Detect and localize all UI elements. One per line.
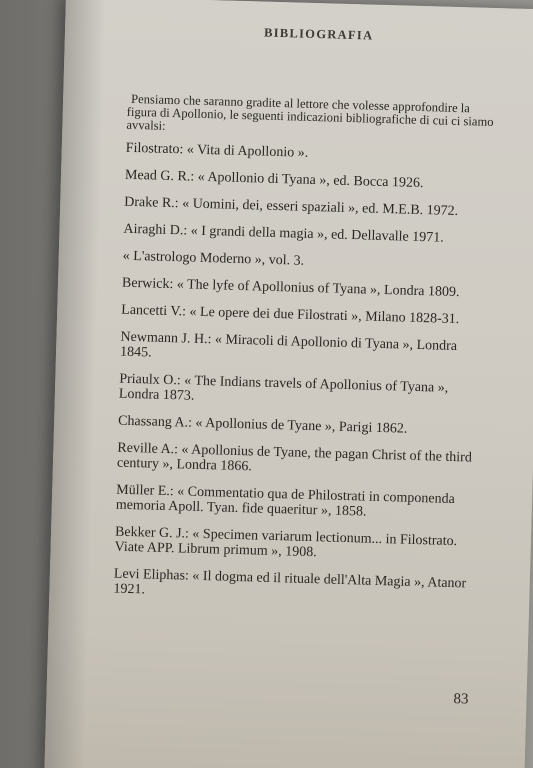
bibliography-entry: Filostrato: « Vita di Apollonio ». (125, 140, 309, 161)
bibliography-entry: Reville A.: « Apollonius de Tyane, the pagan Christ of the third century », Londra 1866. (116, 440, 473, 475)
bibliography-entry: Berwick: « The lyfe of Apollonius of Tyana », Londra 1809. (121, 275, 460, 301)
intro-paragraph: Pensiamo che saranno gradite al lettore che volesse approfondire la figura di Apollonio, le seguenti indicazioni bibliografiche di cui ci siamo avvalsi: (126, 91, 494, 133)
bibliography-entry: Newmann J. H.: « Miracoli di Apollonio di Tyana », Londra 1845. (119, 329, 458, 361)
bibliography-entry: Müller E.: « Commentatio qua de Philostrati in componenda memoria Apoll. Tyan. fide quaeritur », 1858. (115, 482, 455, 520)
bibliography-entry: « L'astrologo Moderno », vol. 3. (122, 248, 305, 269)
running-head: BIBLIOGRAFIA (263, 25, 374, 43)
bibliography-entry: Drake R.: « Uomini, dei, esseri spaziali », ed. M.E.B. 1972. (124, 194, 459, 220)
bibliography-entry: Lancetti V.: « Le opere dei due Filostrati », Milano 1828-31. (121, 302, 460, 328)
bibliography-entry: Priaulx O.: « The Indians travels of Apollonius of Tyana », Londra 1873. (118, 371, 449, 404)
bibliography-entry: Mead G. R.: « Apollonio di Tyana », ed. Bocca 1926. (124, 167, 424, 192)
bibliography-entry: Levi Eliphas: « Il dogma ed il rituale dell'Alta Magia », Atanor 1921. (113, 566, 467, 598)
bibliography-entry: Chassang A.: « Apollonius de Tyane », Parigi 1862. (117, 413, 408, 437)
bibliography-entry: Bekker G. J.: « Specimen variarum lectionum... in Filostrato. Viate APP. Librum primum », 1908. (114, 524, 458, 561)
page-number: 83 (453, 691, 469, 708)
book-page (44, 0, 533, 768)
bibliography-body (113, 93, 497, 619)
bibliography-entry: Airaghi D.: « I grandi della magia », ed. Dellavalle 1971. (123, 221, 444, 246)
